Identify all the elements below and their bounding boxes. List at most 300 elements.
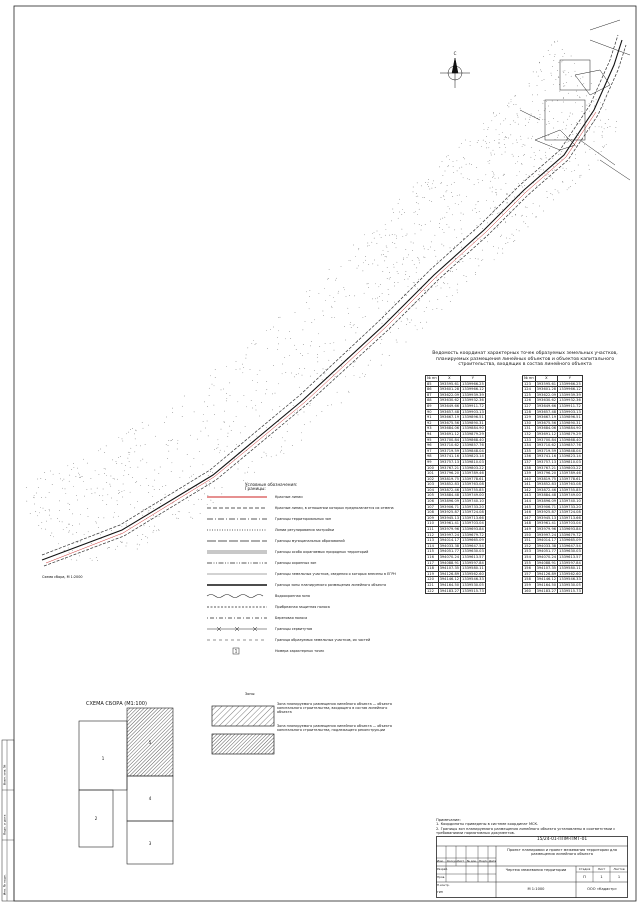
table-cell: 116: [426, 555, 439, 561]
stamp-col: Кол.уч.: [447, 859, 458, 863]
table-cell: 394070.24: [439, 555, 460, 559]
table-row: [523, 588, 583, 594]
legend-item: [205, 645, 405, 656]
table-cell: 1339939.39: [559, 392, 581, 397]
table-cell: 146: [523, 510, 536, 516]
legend-label: Границы сервитутов: [275, 626, 313, 631]
legend-label: Границы муниципальных образований: [275, 538, 345, 543]
stamp-role: ГИП: [437, 890, 443, 894]
table-cell: 1339647.54: [462, 543, 484, 548]
table-cell: 393741.16: [536, 454, 557, 459]
legend-line-sample: [205, 603, 269, 611]
table-cell: 1339630.03: [462, 549, 484, 554]
table-cell: 393622.09: [439, 392, 460, 397]
table-cell: 393979.96: [536, 527, 557, 532]
legend-item: [205, 557, 405, 568]
table-cell: 393675.56: [439, 420, 460, 425]
table-cell: 393997.24: [439, 532, 460, 537]
legend-label: Границы особо охраняемых природных территорий: [275, 549, 369, 554]
table-cell: 134: [523, 443, 536, 449]
table-cell: 1339724.08: [559, 510, 581, 515]
sheet-header: Лист: [597, 867, 606, 871]
north-label: С: [453, 51, 457, 56]
table-cell: 148: [523, 521, 536, 527]
table-cell: 394183.27: [439, 588, 460, 593]
table-cell: 1339884.90: [462, 426, 484, 431]
table-cell: 132: [523, 431, 536, 437]
table-cell: 394126.89: [536, 571, 557, 576]
legend-item: [205, 623, 405, 634]
table-cell: 394051.77: [439, 549, 460, 554]
table-cell: 123: [523, 381, 536, 387]
table-cell: 158: [523, 577, 536, 583]
scheme-sheet-number: 3: [148, 841, 152, 846]
table-cell: 393979.96: [439, 527, 460, 532]
table-cell: 393819.75: [439, 476, 460, 481]
coordinates-table-title: Ведомость координат характерных точек образуемых земельных участков, планируемых размещения линейных объектов и объектов капитального строительства, входящих в состав линейного объекта: [432, 351, 618, 368]
north-arrow: [440, 51, 470, 88]
table-cell: 119: [426, 571, 439, 577]
side-stamp-label: Взам. инв. №: [2, 764, 7, 785]
project-code: 15/24-01-ППМ-ПМТ-01: [536, 837, 588, 842]
table-cell: 1339763.08: [462, 482, 484, 487]
table-cell: 104: [426, 487, 439, 493]
scheme-sheet-number: 5: [148, 740, 152, 745]
legend-title: Условные обозначения:: [245, 482, 298, 487]
table-cell: 1339966.25: [462, 381, 484, 386]
table-cell: 86: [426, 387, 439, 393]
table-cell: 393767.21: [536, 465, 557, 470]
table-cell: 1339896.51: [559, 415, 581, 420]
table-cell: 1339810.03: [559, 459, 581, 464]
table-cell: 127: [523, 403, 536, 409]
table-cell: 393601.28: [439, 387, 460, 392]
stamp-role: Разраб.: [437, 867, 448, 871]
scale: М 1:1000: [527, 887, 545, 891]
table-cell: 394107.35: [439, 566, 460, 571]
table-cell: 393884.48: [439, 493, 460, 498]
table-cell: 394164.50: [536, 582, 557, 587]
table-cell: 393796.20: [536, 471, 557, 476]
table-cell: 115: [426, 549, 439, 555]
table-cell: 393757.13: [536, 459, 557, 464]
table-cell: 156: [523, 566, 536, 572]
table-cell: 124: [523, 387, 536, 393]
table-cell: 1339562.60: [462, 571, 484, 576]
table-cell: 1339693.84: [462, 527, 484, 532]
table-cell: 120: [426, 577, 439, 583]
table-cell: 393684.06: [439, 426, 460, 431]
legend-line-sample: [205, 493, 269, 501]
legend-label: Красные линии, в отношении которых предполагается их отмена: [275, 505, 394, 510]
table-cell: 393649.66: [439, 403, 460, 408]
table-cell: 1339903.13: [462, 409, 484, 414]
table-cell: 157: [523, 571, 536, 577]
map-label: Схема сбора, М 1:2000: [42, 575, 83, 579]
coordinates-table-left: [425, 375, 486, 594]
table-cell: 1339546.33: [462, 577, 484, 582]
table-cell: 1339630.03: [559, 549, 581, 554]
stamp-col: Подп.: [479, 859, 488, 863]
table-cell: 394088.91: [536, 560, 557, 565]
table-cell: 1339665.09: [559, 538, 581, 543]
table-cell: 1339580.11: [462, 566, 484, 571]
table-cell: 114: [426, 543, 439, 549]
notes-line: 1. Координаты приведены в системе координат МСК.: [436, 822, 539, 827]
table-cell: 141: [523, 482, 536, 488]
table-cell: 1339647.54: [559, 543, 581, 548]
table-cell: 1339703.04: [559, 521, 581, 526]
legend-line-sample: [205, 515, 269, 523]
col-header: X: [438, 376, 460, 382]
table-cell: 93: [426, 426, 439, 432]
table-cell: 1339848.04: [462, 448, 484, 453]
stamp-col: Лист: [457, 859, 465, 863]
table-cell: 393691.12: [536, 431, 557, 436]
legend-item: [205, 546, 405, 557]
legend-label: Водоохранная зона: [275, 593, 310, 598]
table-cell: 1339932.36: [462, 398, 484, 403]
legend-line-sample: [205, 570, 269, 578]
table-cell: 393595.61: [439, 381, 460, 386]
table-cell: 1339515.73: [462, 588, 484, 593]
table-cell: 109: [426, 515, 439, 521]
stage-header: Стадия: [578, 867, 591, 871]
legend-item: [205, 502, 405, 513]
table-cell: 1339693.84: [559, 527, 581, 532]
table-cell: 394107.35: [536, 566, 557, 571]
table-cell: 394146.12: [439, 577, 460, 582]
table-cell: 394051.77: [536, 549, 557, 554]
legend-item: [205, 601, 405, 612]
table-cell: 1339966.12: [462, 387, 484, 392]
table-cell: 393906.71: [439, 504, 460, 509]
table-cell: 393595.61: [536, 381, 557, 386]
table-cell: 394146.12: [536, 577, 557, 582]
table-cell: 393757.13: [439, 459, 460, 464]
table-cell: 151: [523, 538, 536, 544]
table-cell: 87: [426, 392, 439, 398]
table-cell: 139: [523, 471, 536, 477]
table-cell: 117: [426, 560, 439, 566]
table-cell: 393852.83: [536, 482, 557, 487]
table-cell: 1339868.40: [462, 437, 484, 442]
table-cell: 1339884.90: [559, 426, 581, 431]
table-cell: 1339749.00: [559, 493, 581, 498]
col-header: Y: [461, 376, 486, 382]
title-block: [436, 836, 628, 898]
table-cell: 393961.41: [536, 521, 557, 526]
legend-label: Береговая полоса: [275, 615, 308, 620]
table-cell: 153: [523, 549, 536, 555]
scheme-sheet-number: 4: [148, 796, 152, 801]
table-cell: 1339890.31: [462, 420, 484, 425]
junction-details: [520, 20, 630, 180]
table-cell: 111: [426, 527, 439, 533]
legend-label: Граница зоны планируемого размещения линейного объекта: [275, 582, 387, 587]
legend-label: Границы охранных зон: [275, 560, 317, 565]
legend-label: Номера характерных точек: [275, 648, 325, 653]
table-cell: 1339755.85: [462, 487, 484, 492]
table-cell: 142: [523, 487, 536, 493]
table-cell: 393700.84: [536, 437, 557, 442]
stamp-col: Дата: [489, 859, 497, 863]
table-cell: 1339597.84: [462, 560, 484, 565]
table-cell: 137: [523, 459, 536, 465]
table-cell: 393997.24: [536, 532, 557, 537]
table-cell: 393925.87: [439, 510, 460, 515]
table-cell: 393657.48: [439, 409, 460, 414]
table-cell: 1339703.04: [462, 521, 484, 526]
table-cell: 393700.84: [439, 437, 460, 442]
table-cell: 131: [523, 426, 536, 432]
table-cell: 150: [523, 532, 536, 538]
table-cell: 393667.19: [439, 415, 460, 420]
table-cell: 1339562.60: [559, 571, 581, 576]
table-cell: 154: [523, 555, 536, 561]
table-cell: 108: [426, 510, 439, 516]
table-cell: 1339740.10: [462, 499, 484, 504]
zones-title: Зоны:: [245, 692, 256, 696]
table-cell: 145: [523, 504, 536, 510]
table-cell: 393630.62: [536, 398, 557, 403]
table-cell: 122: [426, 588, 439, 594]
table-cell: 393649.66: [536, 403, 557, 408]
table-cell: 1339778.61: [462, 476, 484, 481]
table-cell: 1339879.29: [462, 431, 484, 436]
table-cell: 394088.91: [439, 560, 460, 565]
project-name: Проект планировки и проект межевания территории для размещения линейного объекта: [507, 848, 617, 857]
table-cell: 91: [426, 415, 439, 421]
stamp-role: Н.контр.: [437, 883, 450, 887]
table-cell: 394014.17: [536, 538, 557, 543]
col-header: № пп: [427, 376, 437, 380]
table-cell: 1339823.14: [462, 454, 484, 459]
table-cell: 393719.59: [536, 448, 557, 453]
table-cell: 138: [523, 465, 536, 471]
legend-line-sample: [205, 636, 269, 644]
legend-item: [205, 634, 405, 645]
table-cell: 103: [426, 482, 439, 488]
table-cell: 126: [523, 398, 536, 404]
table-cell: 393872.46: [439, 487, 460, 492]
table-cell: 393896.09: [536, 499, 557, 504]
table-cell: 393884.48: [536, 493, 557, 498]
stamp-col: № док.: [467, 859, 478, 863]
zone-label: Зона планируемого размещения линейного объекта — объекта капитального строительства, входящего в состав линейного объекта: [277, 702, 392, 714]
table-cell: 106: [426, 499, 439, 505]
table-cell: 394033.38: [536, 543, 557, 548]
legend-label: Граница образуемых земельных участков, их частей: [275, 637, 371, 642]
table-cell: 1339763.08: [559, 482, 581, 487]
legend-line-sample: [205, 504, 269, 512]
table-cell: 393675.56: [536, 420, 557, 425]
col-header: X: [535, 376, 557, 382]
table-cell: 100: [426, 465, 439, 471]
table-cell: 1339613.57: [462, 555, 484, 559]
legend-label: Границы земельных участков, сведения о которых внесены в ЕГРН: [275, 571, 396, 576]
table-cell: 1339724.08: [462, 510, 484, 515]
table-cell: 1339778.61: [559, 476, 581, 481]
sheet-value: 1: [600, 875, 603, 879]
table-cell: 1339733.20: [462, 504, 484, 509]
table-cell: 393657.48: [536, 409, 557, 414]
table-cell: 1339939.39: [462, 392, 484, 397]
table-cell: 113: [426, 538, 439, 544]
table-cell: 1339966.25: [559, 381, 581, 386]
table-cell: 140: [523, 476, 536, 482]
table-cell: 147: [523, 515, 536, 521]
table-cell: 160: [523, 588, 536, 594]
table-cell: 1339665.09: [462, 538, 484, 543]
sheets-header: Листов: [613, 867, 625, 871]
table-cell: 1339546.33: [559, 577, 581, 582]
legend-line-sample: [205, 592, 269, 600]
table-cell: 1339879.29: [559, 431, 581, 436]
table-cell: 1339966.12: [559, 387, 581, 392]
legend-item: [205, 579, 405, 590]
scheme-sheet-number: 1: [101, 756, 105, 761]
legend-item: [205, 535, 405, 546]
table-cell: 129: [523, 415, 536, 421]
table-cell: 135: [523, 448, 536, 454]
table-cell: 1339749.00: [462, 493, 484, 498]
table-cell: 393796.20: [439, 471, 460, 476]
zone-sample-dense: [212, 734, 274, 754]
table-cell: 393622.09: [536, 392, 557, 397]
table-cell: 101: [426, 471, 439, 477]
legend-label: Красные линии: [275, 494, 303, 499]
table-cell: 130: [523, 420, 536, 426]
legend-line-sample: [205, 625, 269, 633]
table-cell: 155: [523, 560, 536, 566]
table-cell: 1339903.13: [559, 409, 581, 414]
legend-item: [205, 612, 405, 623]
table-cell: 95: [426, 437, 439, 443]
organization: ООО «Кадастр»: [587, 887, 617, 891]
table-cell: 393945.13: [536, 515, 557, 520]
table-cell: 393896.09: [439, 499, 460, 504]
table-cell: 1339789.46: [559, 471, 581, 476]
table-cell: 152: [523, 543, 536, 549]
table-cell: 393667.19: [536, 415, 557, 420]
notes-title: Примечание:: [436, 818, 461, 822]
notes-line: 2. Границы зон планируемого размещения линейного объекта установлены в соответствии с требованиями нормативных документов.: [436, 826, 616, 836]
table-cell: 394014.17: [439, 538, 460, 543]
table-row: [426, 588, 486, 594]
table-cell: 1339857.76: [462, 443, 484, 448]
legend-line-sample: [205, 526, 269, 534]
legend-section: Границы:: [245, 486, 266, 491]
table-cell: 394070.24: [536, 555, 557, 559]
table-cell: 1339868.40: [559, 437, 581, 442]
col-header: № пп: [524, 376, 534, 380]
stamp-role: Пров.: [437, 875, 446, 879]
table-cell: 133: [523, 437, 536, 443]
table-cell: 1339740.10: [559, 499, 581, 504]
table-cell: 393961.41: [439, 521, 460, 526]
table-cell: 393719.59: [439, 448, 460, 453]
table-cell: 128: [523, 409, 536, 415]
table-cell: 105: [426, 493, 439, 499]
legend-label: Прибрежная защитная полоса: [275, 604, 330, 609]
table-cell: 1339530.05: [462, 582, 484, 587]
table-cell: 1339803.22: [559, 465, 581, 470]
table-cell: 90: [426, 409, 439, 415]
table-cell: 1339857.76: [559, 443, 581, 448]
sheets-value: 1: [617, 875, 621, 879]
table-cell: 393710.62: [536, 443, 557, 448]
legend-item: [205, 491, 405, 502]
table-cell: 118: [426, 566, 439, 572]
table-cell: 144: [523, 499, 536, 505]
scheme-sheet-number: 2: [94, 816, 98, 821]
table-cell: 1339713.66: [462, 515, 484, 520]
legend-label: Линии регулирования застройки: [275, 527, 335, 532]
notes: [436, 818, 626, 836]
table-cell: 1339530.05: [559, 582, 581, 587]
table-cell: 1339890.31: [559, 420, 581, 425]
table-cell: 1339580.11: [559, 566, 581, 571]
table-cell: 98: [426, 454, 439, 460]
scheme-title: СХЕМА СБОРА (М1:100): [86, 701, 147, 707]
table-cell: 394164.50: [439, 582, 460, 587]
legend-line-sample: [205, 581, 269, 589]
table-cell: 1339613.57: [559, 555, 581, 559]
table-cell: 1339733.20: [559, 504, 581, 509]
table-cell: 1339597.84: [559, 560, 581, 565]
side-stamp: [2, 740, 14, 901]
legend-line-sample: [205, 548, 269, 556]
legend-item: [205, 568, 405, 579]
table-cell: 393710.62: [439, 443, 460, 448]
legend-label: Границы территориальных зон: [275, 516, 332, 521]
table-cell: 1339679.72: [559, 532, 581, 537]
scheme-sheets: [79, 708, 173, 864]
table-cell: 112: [426, 532, 439, 538]
table-cell: 96: [426, 443, 439, 449]
legend-item: [205, 513, 405, 524]
side-stamp-label: Инв. № подл.: [2, 874, 7, 895]
table-cell: 1339789.46: [462, 471, 484, 476]
table-cell: 393691.12: [439, 431, 460, 436]
table-cell: 1339896.51: [462, 415, 484, 420]
table-cell: 1339515.73: [559, 588, 581, 593]
table-cell: 394183.27: [536, 588, 557, 593]
table-cell: 393945.13: [439, 515, 460, 520]
table-cell: 107: [426, 504, 439, 510]
table-cell: 393630.62: [439, 398, 460, 403]
table-cell: 1339911.72: [559, 403, 581, 408]
table-cell: 393684.06: [536, 426, 557, 431]
table-cell: 394126.89: [439, 571, 460, 576]
stamp-col: Изм.: [437, 859, 444, 863]
table-cell: 394033.38: [439, 543, 460, 548]
stage-value: П: [583, 875, 586, 879]
table-cell: 1339823.14: [559, 454, 581, 459]
table-cell: 97: [426, 448, 439, 454]
table-cell: 1339679.72: [462, 532, 484, 537]
table-cell: 393819.75: [536, 476, 557, 481]
table-cell: 159: [523, 582, 536, 588]
table-cell: 1339713.66: [559, 515, 581, 520]
table-cell: 110: [426, 521, 439, 527]
legend-line-sample: [205, 614, 269, 622]
table-cell: 143: [523, 493, 536, 499]
table-cell: 88: [426, 398, 439, 404]
svg-text:1: 1: [234, 648, 238, 654]
table-cell: 99: [426, 459, 439, 465]
